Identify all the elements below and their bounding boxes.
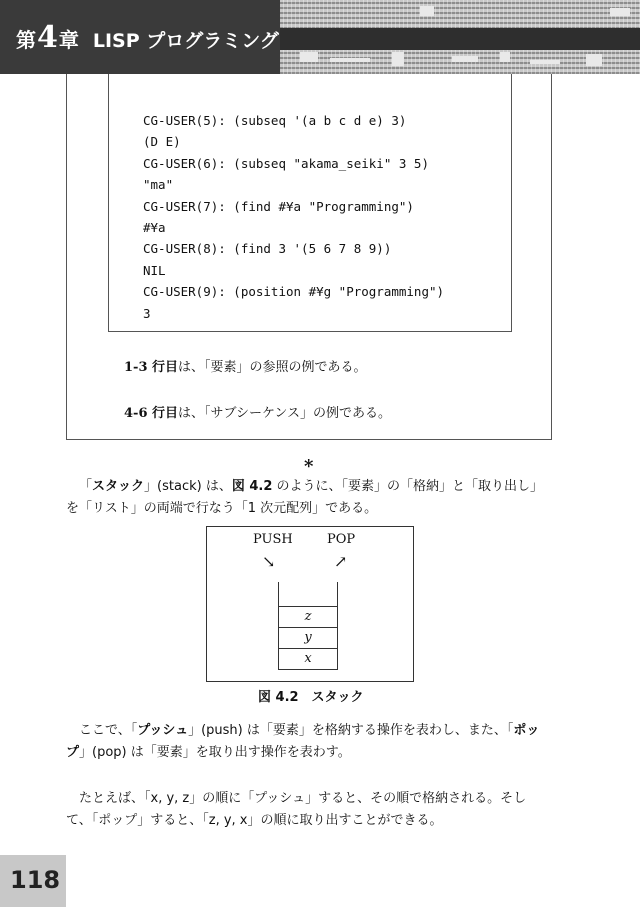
code-line: NIL: [143, 262, 166, 278]
code-line: 3: [143, 305, 151, 321]
chapter-title: [16, 20, 279, 54]
push-arrow-icon: ↘: [262, 552, 276, 571]
figure-caption: 図 4.2 スタック: [258, 690, 364, 705]
header-bar: [280, 28, 640, 50]
pop-arrow-icon: ↗: [334, 552, 348, 571]
code-line: #¥a: [143, 219, 166, 235]
paragraph-push-pop: [66, 720, 554, 764]
paragraph-line: を「リスト」の両端で行なう「1 次元配列」である。: [66, 501, 378, 516]
stack-cell: y: [278, 627, 338, 649]
term-pop-part2: プ: [66, 745, 80, 760]
chapter-header: [0, 0, 640, 74]
term-stack: スタック: [92, 479, 145, 494]
note-2-lines: 4-6 行目: [124, 406, 179, 421]
note-1: [124, 356, 367, 375]
code-line: "ma": [143, 177, 174, 193]
pop-label: POP: [327, 532, 356, 547]
section-separator: *: [304, 456, 314, 477]
note-1-text: は、「要素」の参照の例である。: [178, 360, 367, 375]
code-line: CG-USER(6): (subseq "akama_seiki" 3 5): [143, 155, 429, 171]
note-2-text: は、「サブシーケンス」の例である。: [178, 406, 391, 421]
chapter-prefix: 第: [16, 28, 36, 52]
paragraph-stack-intro: [66, 476, 554, 520]
stack-cell: z: [278, 606, 338, 628]
paragraph-line: て、「ポップ」すると、「z, y, x」の順に取り出すことができる。: [66, 813, 443, 828]
page-number: 118: [10, 866, 61, 894]
stack-cell: x: [278, 648, 338, 670]
chapter-number: 4: [37, 20, 58, 55]
code-line: CG-USER(5): (subseq '(a b c d e) 3): [143, 113, 407, 128]
figure-reference: 図 4.2: [231, 479, 273, 494]
code-line: CG-USER(9): (position #¥g "Programming"): [143, 284, 445, 300]
paragraph-line: プ」(pop) は「要素」を取り出す操作を表わす。: [66, 745, 351, 760]
paragraph-example: [66, 788, 554, 832]
paragraph-line: ここで、「プッシュ」(push) は「要素」を格納する操作を表わし、また、「ポッ: [79, 723, 540, 738]
paragraph-line: 「スタック」(stack) は、図 4.2 のように、「要素」の「格納」と「取り出し」: [79, 479, 544, 494]
chapter-name: LISP プログラミング: [92, 30, 279, 52]
chapter-suffix: 章: [58, 28, 79, 52]
term-pop-part1: ポッ: [513, 723, 540, 738]
term-push: プッシュ: [137, 723, 189, 738]
code-line: (D E): [143, 134, 181, 150]
push-label: PUSH: [253, 532, 293, 547]
paragraph-line: たとえば、「x, y, z」の順に「プッシュ」すると、その順で格納される。そし: [79, 791, 527, 806]
code-listing: [143, 110, 444, 324]
note-1-lines: 1-3 行目: [124, 360, 179, 375]
code-line: CG-USER(8): (find 3 '(5 6 7 8 9)): [143, 241, 392, 257]
note-2: [124, 402, 391, 421]
code-line: CG-USER(7): (find #¥a "Programming"): [143, 198, 414, 214]
